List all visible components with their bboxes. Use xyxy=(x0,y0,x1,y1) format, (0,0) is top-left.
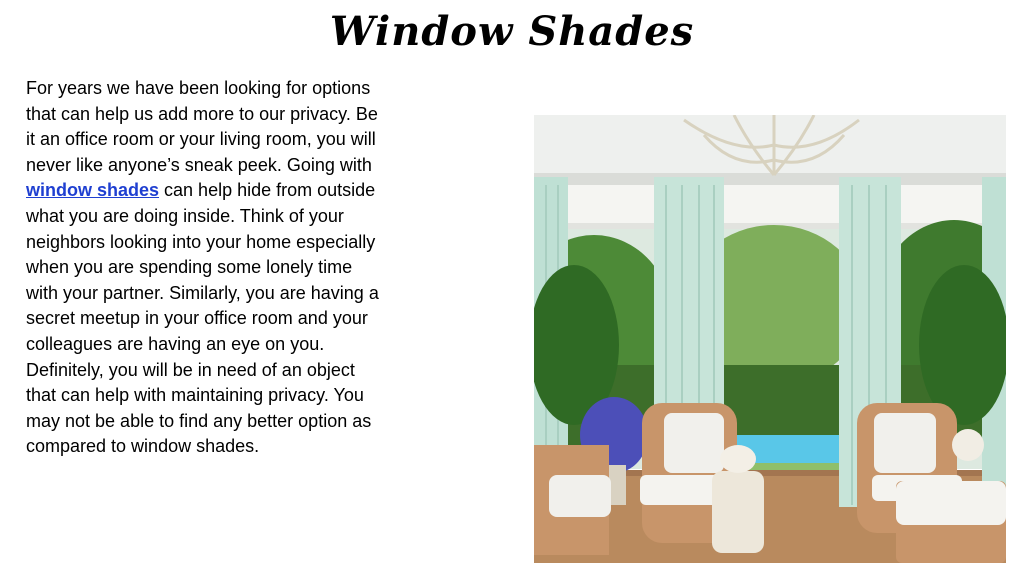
paragraph-text-after-link: can help hide from outside what you are doing inside. Think of your neighbors looking into your home especially when you are spending some lonely time with your partner. Similarly, you are having a secret meetup in your office room and your colleagues are having an eye on you. Definitely, you will be in need of an object that can help with maintaining privacy. You may not be able to find any better option as compared to window shades. xyxy=(26,180,379,457)
paragraph-text-before-link: For years we have been looking for options that can help us add more to our privacy. Be it an office room or your living room, you will never like anyone’s sneak peek. Going with xyxy=(26,78,378,175)
side-table xyxy=(712,471,764,553)
body-paragraph xyxy=(26,76,382,460)
coral-decor xyxy=(952,429,984,461)
potted-tree-right xyxy=(919,265,1006,425)
ceiling-beam xyxy=(534,173,1006,185)
room-photo xyxy=(534,115,1006,563)
valance xyxy=(534,185,1006,227)
slide-title: Window Shades xyxy=(329,8,695,55)
window-shades-link[interactable]: window shades xyxy=(26,180,160,201)
